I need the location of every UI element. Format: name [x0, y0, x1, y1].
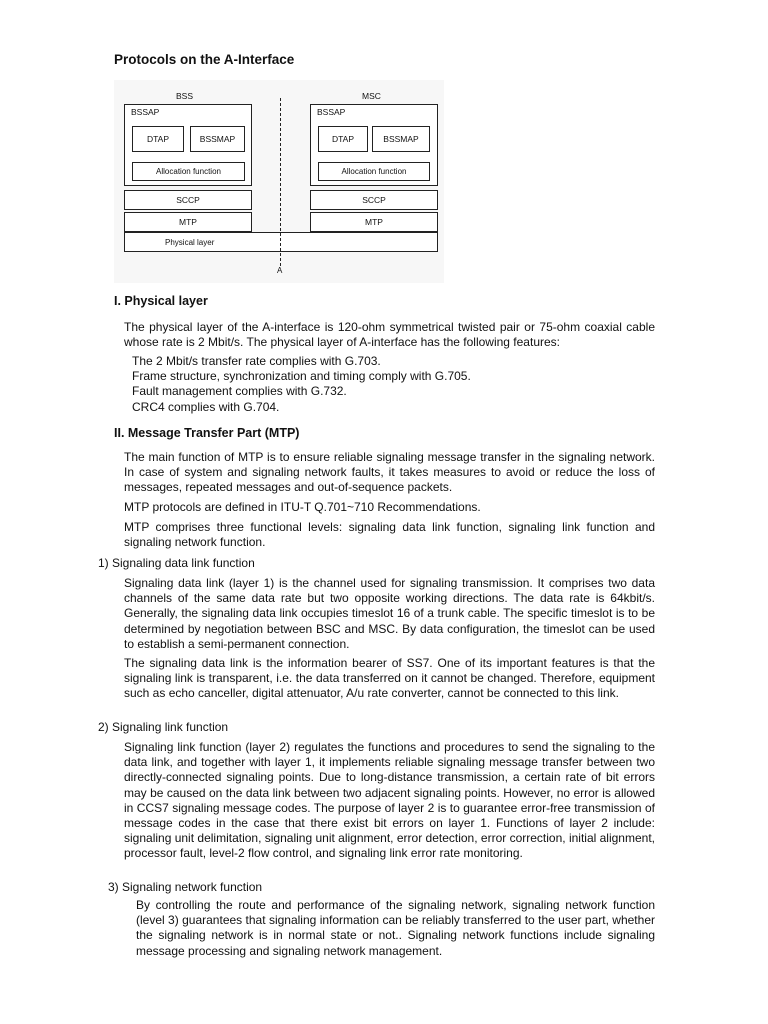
physical-features-list [132, 354, 632, 415]
msc-label: MSC [362, 91, 381, 101]
bss-label: BSS [176, 91, 194, 101]
list-item: CRC4 complies with G.704. [132, 399, 280, 414]
list-item: Frame structure, synchronization and timing comply with G.705. [132, 369, 471, 384]
bss-dtap-box: DTAP [132, 126, 184, 152]
sub2-heading: 2) Signaling link function [98, 720, 229, 734]
sub1-paragraph-1: Signaling data link (layer 1) is the channel used for signaling transmission. It comprises two data channels of the same data rate but two opposite working directions. The data rate is 64kbit/s. Generally, the signaling data link occupies timeslot 16 of a trunk cable. The specific timeslot is to be determined by negotiation between BSC and MSC. By data configuration, the timeslot can be used to establish a semi-permanent connection. [124, 576, 655, 651]
list-item: Fault management complies with G.732. [132, 384, 347, 399]
a-interface-protocol-diagram [114, 80, 444, 283]
bss-bssmap-box: BSSMAP [190, 126, 245, 152]
section-physical-heading: I. Physical layer [114, 294, 208, 308]
bss-allocation-box: Allocation function [132, 162, 245, 181]
mtp-paragraph-2: MTP protocols are defined in ITU-T Q.701~710 Recommendations. [124, 500, 481, 514]
msc-dtap-box: DTAP [318, 126, 368, 152]
list-item: The 2 Mbit/s transfer rate complies with G.703. [132, 354, 381, 368]
a-interface-line [280, 98, 281, 266]
bss-mtp-box: MTP [124, 212, 252, 232]
msc-bssmap-box: BSSMAP [372, 126, 430, 152]
sub1-heading: 1) Signaling data link function [98, 556, 255, 570]
sub3-paragraph: By controlling the route and performance of the signaling network, signaling network function (level 3) guarantees that signaling information can be reliably transferred to the user part, whether the signaling network is in normal state or not.. Signaling network functions include signaling message processing and signaling network management. [136, 898, 655, 958]
msc-bssap-label: BSSAP [317, 107, 346, 117]
mtp-paragraph-1: The main function of MTP is to ensure reliable signaling message transfer in the signaling network. In case of system and signaling network faults, it takes measures to avoid or reduce the loss of messages, repeated messages and out-of-sequence packets. [124, 450, 655, 495]
msc-allocation-box: Allocation function [318, 162, 430, 181]
page-title: Protocols on the A-Interface [114, 52, 295, 67]
sub3-heading: 3) Signaling network function [108, 880, 263, 894]
physical-layer-paragraph: The physical layer of the A-interface is 120-ohm symmetrical twisted pair or 75-ohm coaxial cable whose rate is 2 Mbit/s. The physical layer of A-interface has the following features: [124, 320, 655, 350]
bss-sccp-box: SCCP [124, 190, 252, 210]
bss-bssap-label: BSSAP [131, 107, 160, 117]
mtp-paragraph-3: MTP comprises three functional levels: signaling data link function, signaling link function and signaling network function. [124, 520, 655, 550]
physical-layer-box: Physical layer [124, 232, 438, 252]
a-interface-label: A [277, 266, 283, 275]
sub2-paragraph: Signaling link function (layer 2) regulates the functions and procedures to send the signaling to the data link, and together with layer 1, it implements reliable signaling message transfer between two directly-connected signaling points. Due to long-distance transmission, a certain rate of bit errors may be caused on the data link between two adjacent signaling points. However, no error is allowed in CCS7 signaling message codes. The purpose of layer 2 is to guarantee error-free transmission of message codes in the case that there exist bit errors on layer 1. Functions of layer 2 include: signaling unit delimitation, signaling unit alignment, error detection, error correction, initial alignment, processor fault, level-2 flow control, and signaling link error rate monitoring. [124, 740, 655, 861]
msc-sccp-box: SCCP [310, 190, 438, 210]
msc-mtp-box: MTP [310, 212, 438, 232]
section-mtp-heading: II. Message Transfer Part (MTP) [114, 426, 300, 440]
sub1-paragraph-2: The signaling data link is the information bearer of SS7. One of its important features is that the signaling link is transparent, i.e. the data transferred on it cannot be changed. Therefore, equipment such as echo canceller, digital attenuator, A/u rate converter, cannot be connected to this link. [124, 656, 655, 701]
